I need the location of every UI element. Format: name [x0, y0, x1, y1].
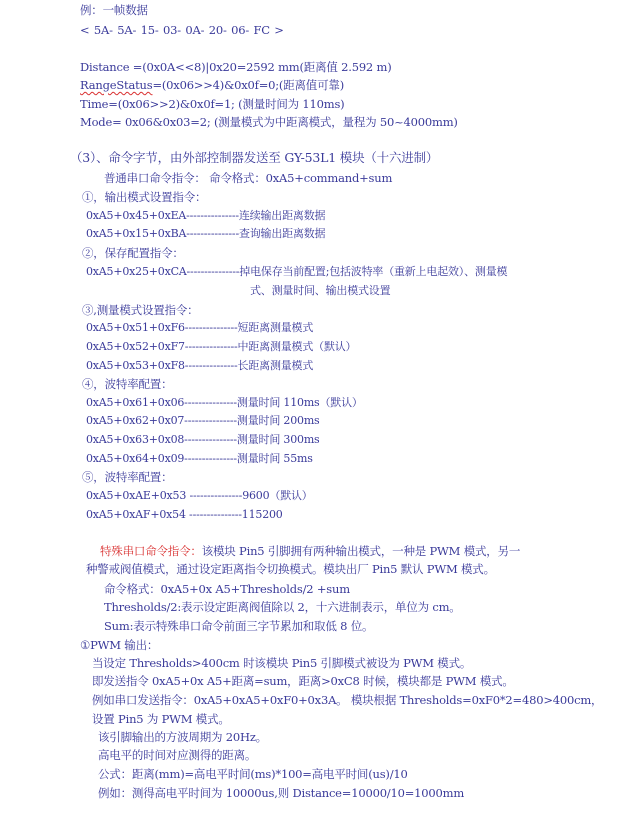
special-command-label: 特殊串口命令指令：	[100, 544, 202, 558]
range-status-formula	[80, 77, 344, 93]
normal-command-intro: 普通串口命令指令： 命令格式：0xA5+command+sum	[104, 171, 393, 185]
special-command-intro-2: 种警戒阀值模式，通过设定距离指令切换模式。模块出厂 Pin5 默认 PWM 模式。	[86, 562, 495, 576]
measure-mode-short: 0xA5+0x51+0xF6---------------短距离测量模式	[86, 321, 314, 334]
example-frame-bytes: < 5A- 5A- 15- 03- 0A- 20- 06- FC >	[80, 23, 284, 37]
save-config-line2: 式、测量时间、输出模式设置	[250, 284, 391, 297]
special-command-format: 命令格式：0xA5+0x A5+Thresholds/2 +sum	[104, 582, 350, 596]
section3-heading: （3）、命令字节，由外部控制器发送至 GY-53L1 模块（十六进制）	[70, 150, 439, 165]
pwm-example: 例如：测得高电平时间为 10000us,则 Distance=10000/10=1000mm	[98, 786, 465, 800]
measure-time-title: ④，波特率配置：	[82, 377, 173, 391]
output-mode-continuous: 0xA5+0x45+0xEA---------------连续输出距离数据	[86, 209, 326, 222]
baud-rate-115200: 0xA5+0xAF+0x54 ---------------115200	[86, 508, 283, 521]
pwm-line-3: 例如串口发送指令：0xA5+0xA5+0xF0+0x3A。 模块根据 Thresholds=0xF0*2=480>400cm，	[92, 693, 603, 707]
output-mode-query: 0xA5+0x15+0xBA---------------查询输出距离数据	[86, 227, 326, 240]
measure-mode-long: 0xA5+0x53+0xF8---------------长距离测量模式	[86, 359, 314, 372]
special-command-intro-text: 该模块 Pin5 引脚拥有两种输出模式，一种是 PWM 模式，另一	[201, 544, 521, 558]
example-label: 例：一帧数据	[80, 3, 148, 17]
output-mode-title: ①，输出模式设置指令：	[82, 190, 207, 204]
measure-time-55ms: 0xA5+0x64+0x09---------------测量时间 55ms	[86, 452, 313, 465]
measure-mode-medium: 0xA5+0x52+0xF7---------------中距离测量模式（默认）	[86, 340, 357, 353]
pwm-output-title: ①PWM 输出：	[80, 638, 159, 652]
sum-description: Sum:表示特殊串口命令前面三字节累加和取低 8 位。	[104, 619, 374, 633]
time-formula: Time=(0x06>>2)&0x0f=1; (测量时间为 110ms)	[80, 97, 345, 111]
save-config-title: ②，保存配置指令：	[82, 246, 184, 260]
baud-rate-9600: 0xA5+0xAE+0x53 ---------------9600（默认）	[86, 489, 313, 502]
measure-time-110ms: 0xA5+0x61+0x06---------------测量时间 110ms（默认）	[86, 396, 363, 409]
pwm-line-5: 该引脚输出的方波周期为 20Hz。	[98, 730, 267, 744]
distance-formula: Distance =(0x0A<<8)|0x20=2592 mm(距离值 2.592 m)	[80, 60, 392, 74]
baud-rate-title: ⑤，波特率配置：	[82, 470, 173, 484]
pwm-line-6: 高电平的时间对应测得的距离。	[98, 748, 257, 762]
special-command-intro	[100, 543, 520, 559]
save-config-line1: 0xA5+0x25+0xCA---------------掉电保存当前配置;包括波特率（重新上电起效）、测量模	[86, 265, 508, 278]
pwm-formula: 公式：距离(mm)=高电平时间(ms)*100=高电平时间(us)/10	[98, 767, 408, 781]
thresholds-description: Thresholds/2:表示设定距离阀值除以 2，十六进制表示，单位为 cm。	[104, 600, 461, 614]
range-status-word: RangeStatus	[80, 78, 153, 92]
measure-time-300ms: 0xA5+0x63+0x08---------------测量时间 300ms	[86, 433, 320, 446]
measure-time-200ms: 0xA5+0x62+0x07---------------测量时间 200ms	[86, 414, 320, 427]
pwm-line-2: 即发送指令 0xA5+0x A5+距离=sum，距离>0xC8 时候，模块都是 PWM 模式。	[92, 674, 514, 688]
mode-formula: Mode= 0x06&0x03=2; (测量模式为中距离模式，量程为 50~4000mm)	[80, 115, 458, 129]
pwm-line-4: 设置 Pin5 为 PWM 模式。	[92, 712, 230, 726]
range-status-rest: =(0x06>>4)&0x0f=0;(距离值可靠)	[152, 78, 344, 92]
measure-mode-title: ③,测量模式设置指令：	[82, 303, 199, 317]
pwm-line-1: 当设定 Thresholds>400cm 时该模块 Pin5 引脚模式被设为 PWM 模式。	[92, 656, 472, 670]
